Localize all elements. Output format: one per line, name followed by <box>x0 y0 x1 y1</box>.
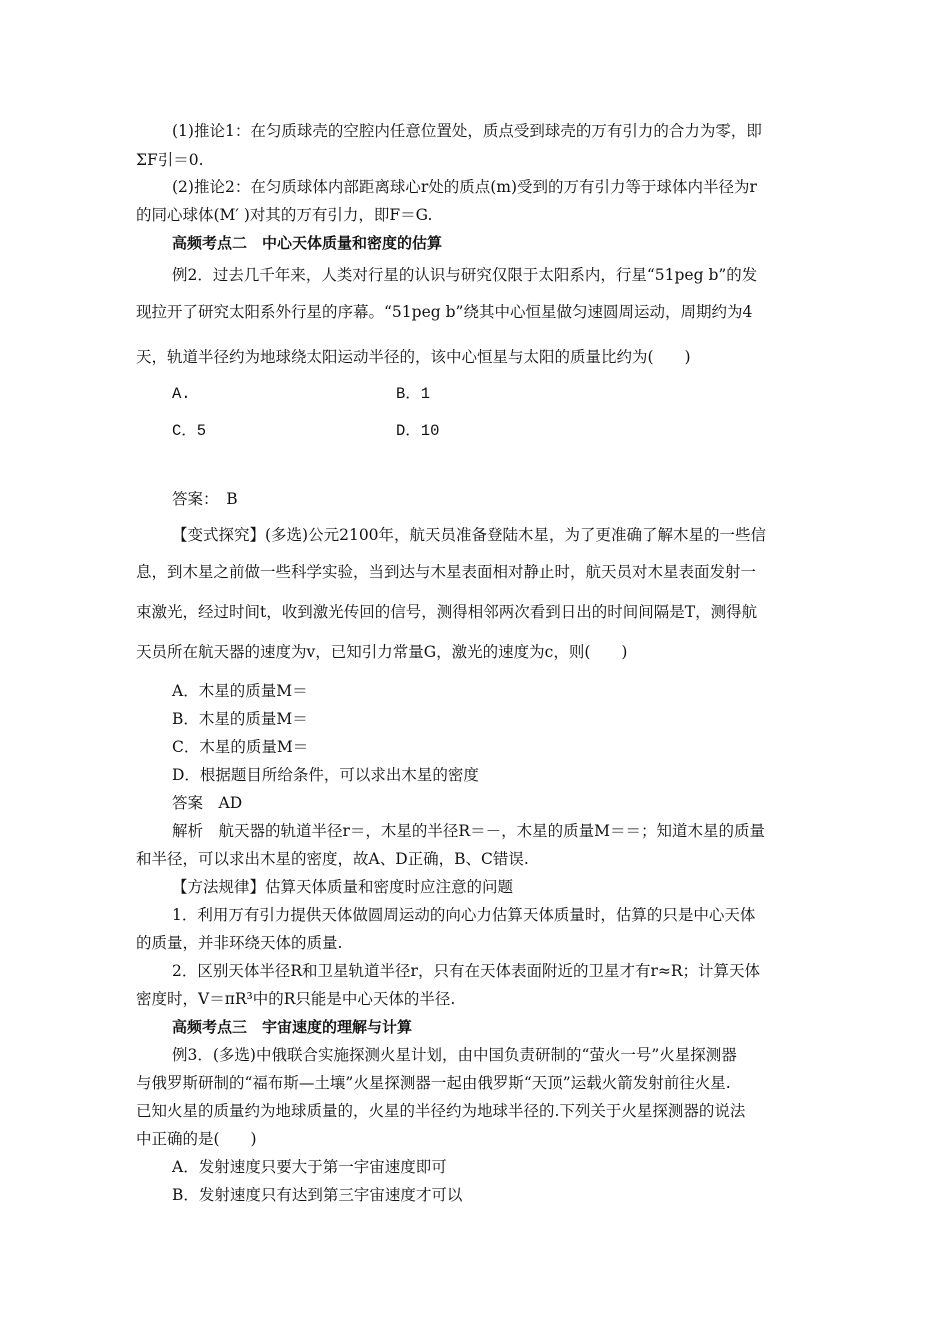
answer-line: 答案 AD <box>172 794 243 812</box>
analysis-line: 解析 航天器的轨道半径r＝，木星的半径R＝－，木星的质量M＝＝；知道木星的质量 <box>172 822 765 840</box>
choice-d: D．10 <box>396 422 440 440</box>
choice-a: A. <box>172 385 191 403</box>
paragraph-line: 已知火星的质量约为地球质量的，火星的半径约为地球半径的.下列关于火星探测器的说法 <box>136 1102 746 1120</box>
paragraph-line: 1．利用万有引力提供天体做圆周运动的向心力估算天体质量时，估算的只是中心天体 <box>172 906 756 924</box>
section-heading: 高频考点二 中心天体质量和密度的估算 <box>172 234 443 252</box>
choice-b: B．木星的质量M＝ <box>172 710 308 728</box>
choice-b: B．发射速度只有达到第三宇宙速度才可以 <box>172 1186 463 1204</box>
paragraph-line: 与俄罗斯研制的“福布斯—土壤”火星探测器一起由俄罗斯“天顶”运载火箭发射前往火星. <box>136 1074 731 1092</box>
paragraph-line: 中正确的是( ) <box>136 1130 257 1148</box>
choice-a: A．发射速度只要大于第一宇宙速度即可 <box>172 1158 447 1176</box>
paragraph-line: 的同心球体(M′ )对其的万有引力，即F＝G. <box>136 206 433 224</box>
choice-a: A．木星的质量M＝ <box>172 682 308 700</box>
paragraph-line: 天员所在航天器的速度为v，已知引力常量G，激光的速度为c，则( ) <box>136 643 628 661</box>
paragraph-line: 现拉开了研究太阳系外行星的序幕。“51peg b”绕其中心恒星做匀速圆周运动，周期约为4 <box>136 303 753 321</box>
paragraph-line: 密度时，V＝πR³中的R只能是中心天体的半径. <box>136 990 456 1008</box>
paragraph-line: 例2．过去几千年来，人类对行星的认识与研究仅限于太阳系内，行星“51peg b”的发 <box>172 266 758 284</box>
choice-c: C．5 <box>172 422 207 440</box>
choice-b: B．1 <box>396 385 431 403</box>
paragraph-line: 2．区别天体半径R和卫星轨道半径r，只有在天体表面附近的卫星才有r≈R；计算天体 <box>172 962 761 980</box>
paragraph-line: 【变式探究】(多选)公元2100年，航天员准备登陆木星，为了更准确了解木星的一些信 <box>172 526 767 544</box>
choice-c: C．木星的质量M＝ <box>172 738 309 756</box>
paragraph-line: (1)推论1：在匀质球壳的空腔内任意位置处，质点受到球壳的万有引力的合力为零，即 <box>172 122 762 140</box>
paragraph-line: 束激光，经过时间t，收到激光传回的信号，测得相邻两次看到日出的时间间隔是T，测得航 <box>136 603 758 621</box>
section-heading: 高频考点三 宇宙速度的理解与计算 <box>172 1018 413 1036</box>
paragraph-line: 的质量，并非环绕天体的质量. <box>136 934 343 952</box>
answer-line: 答案： B <box>172 490 238 508</box>
paragraph-line: 例3．(多选)中俄联合实施探测火星计划，由中国负责研制的“萤火一号”火星探测器 <box>172 1046 737 1064</box>
paragraph-line: 和半径，可以求出木星的密度，故A、D正确，B、C错误. <box>136 850 529 868</box>
paragraph-line: 息，到木星之前做一些科学实验，当到达与木星表面相对静止时，航天员对木星表面发射一 <box>136 563 757 581</box>
paragraph-line: 天，轨道半径约为地球绕太阳运动半径的，该中心恒星与太阳的质量比约为( ) <box>136 348 691 366</box>
paragraph-line: (2)推论2：在匀质球体内部距离球心r处的质点(m)受到的万有引力等于球体内半径为r <box>172 178 757 196</box>
paragraph-line: 【方法规律】估算天体质量和密度时应注意的问题 <box>172 878 514 896</box>
paragraph-line: ΣF引＝0. <box>136 151 204 169</box>
choice-d: D．根据题目所给条件，可以求出木星的密度 <box>172 766 479 784</box>
